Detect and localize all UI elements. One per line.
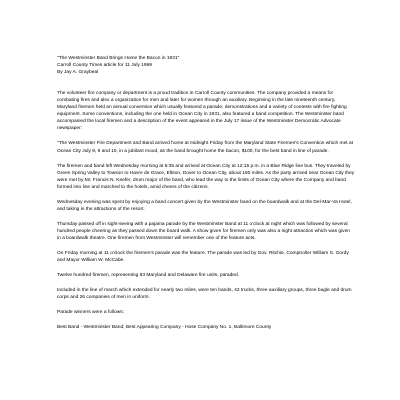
article-source: Carroll County Times article for 11 July 1999 — [57, 63, 152, 69]
article-paragraph: Wednesday evening was spent by enjoying a band concert given by the Westminster band on the boardwalk and at the Del-Mar-Va Hotel, and taking in the attractions of the resort. — [57, 199, 352, 212]
article-byline: By Jay A. Graybeal — [57, 70, 99, 76]
article-title: "The Westminster Band Brings Home the Bacon in 1931" — [57, 56, 180, 61]
article-paragraph: Twelve hundred firemen, representing 83 Maryland and Delaware fire units, paraded. — [57, 273, 240, 279]
article-paragraph: The volunteer fire company or department is a proud tradition in Carroll County communities. The company provided a means for combating fires and also a organization for men and later for women through an auxiliary. Beginning in the late nineteenth century, Maryland firemen held an annual convention which usually featured a parade, demonstrations and a variety of contests with fire fighting equipment. Some conventions, including the one held in Ocean City in 1931, also featured a band competition. The Westminster band accompanied the local firemen and a description of the event appeared in the July 17 issue of the Westminster Democratic Advocate newspaper: — [57, 91, 347, 132]
article-paragraph: The firemen and band left Wednesday morning at 6:35 and arrived at Ocean City at 12:15 p.m. in a Blue Ridge line bus. They traveled by Green Spring Valley to Towson to Havre de Grace, Elkton, Dover to Ocean City, about 190 miles. As the party arrived near Ocean City they were met by Mr. Francis N. Keefer, drum major of the band, who lead the way to the limits of Ocean City where the Company and band formed into line and marched to the hotels, amid cheers of the citizens. — [57, 163, 355, 190]
winners-intro: Parade winners were a follows: — [57, 310, 125, 316]
article-body — [57, 90, 355, 339]
article-paragraph: Included in the line of march which extended for nearly two miles, were ten bands, 42 trucks, three auxiliary groups, three bugle and drum corps and 26 companies of men in uniform. — [57, 288, 352, 301]
article-paragraph: Thursday passed off in sight-seeing with a pajama parade by the Westminster Band at 11 o'clock at night which was followed by several hundred people cheering as they passed down the board walk. A show given for firemen only was also a night attraction which was given in a boardwalk theatre. One firemen from Westminster will remember one of the feature acts. — [57, 221, 350, 242]
article-paragraph: On Friday morning at 11 o'clock the firemen's parade was the feature. The parade was led by Gov. Ritchie, Comptroller William S. Gordy and Mayor William W. McCabe. — [57, 251, 349, 264]
article-paragraph: "The Westminster Fire Department and Band arrived home at midnight Friday from the Maryland State Firemen's Convention which met at Ocean City July 8, 9 and 10, in a jubilant mood, as the band brought home the bacon, $100, for the best band in line of parade. — [57, 141, 353, 154]
article-header — [57, 55, 357, 76]
winners-line: Best Band - Westminster Band; Best Appearing Company - Hose Company No. 1, Baltimore County — [57, 325, 272, 331]
